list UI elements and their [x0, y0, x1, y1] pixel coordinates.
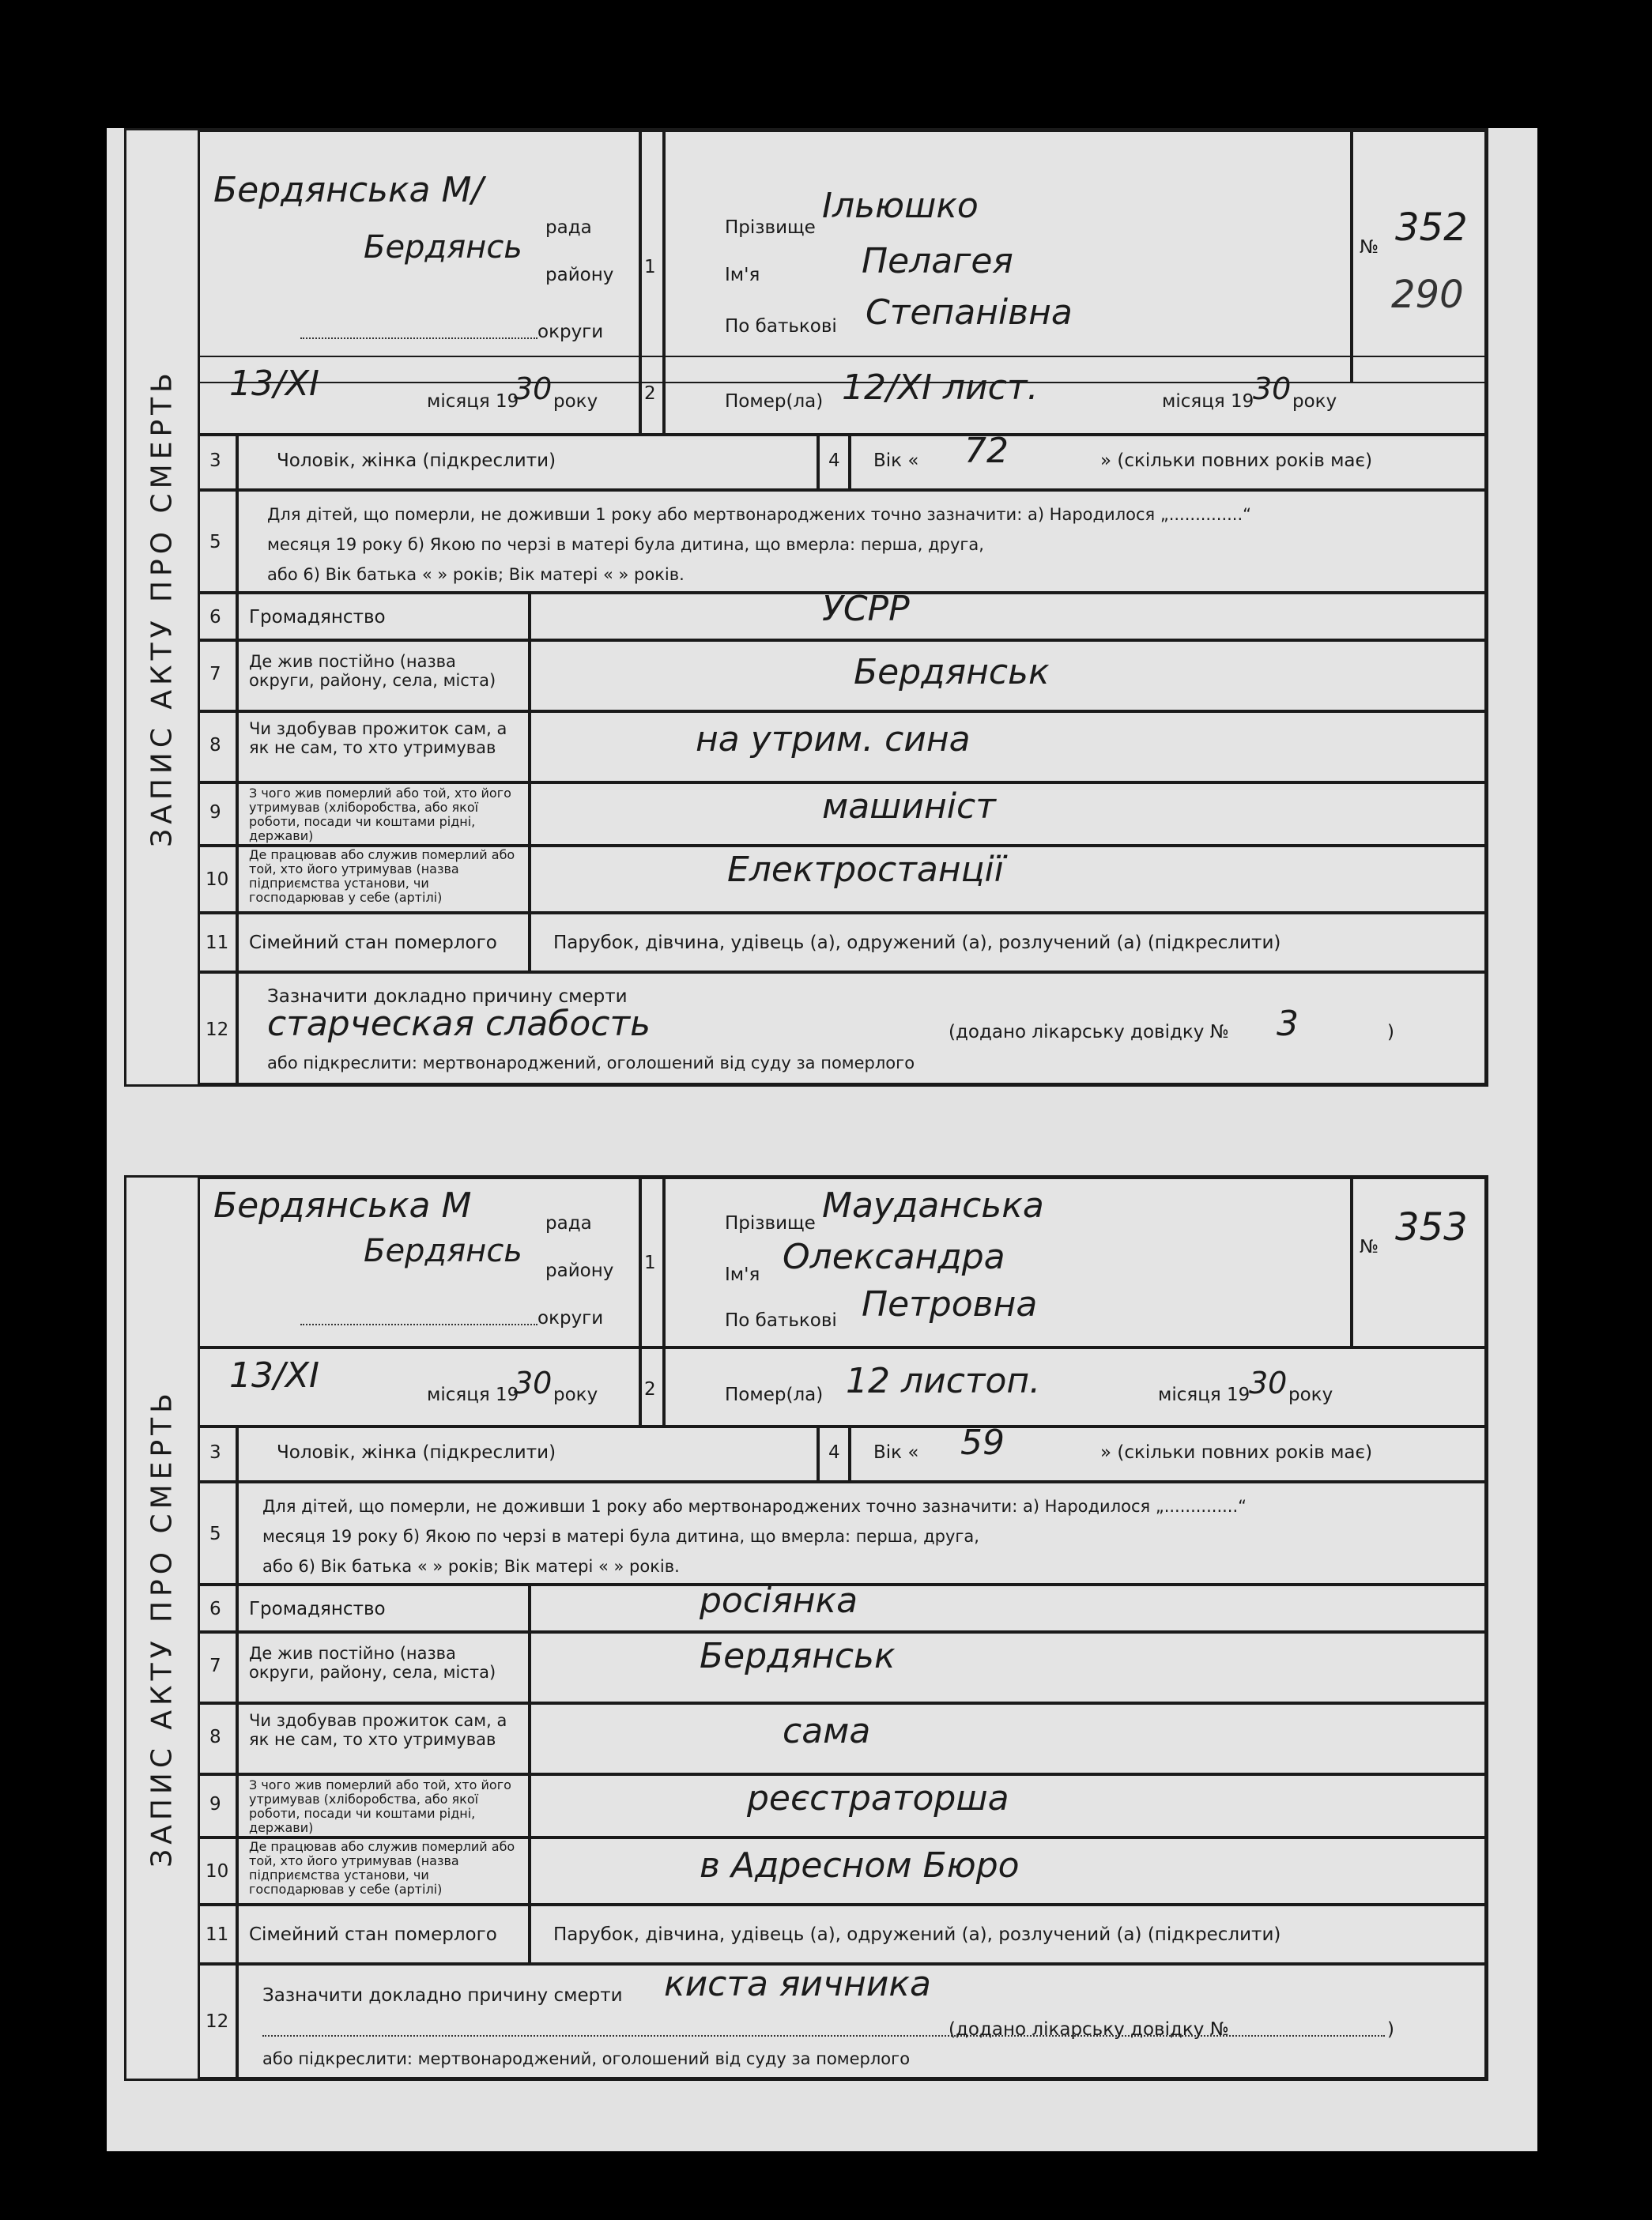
age-handwritten: 59	[960, 1423, 1005, 1463]
patronymic-handwritten: Петровна	[862, 1284, 1038, 1325]
children-line-1: Для дітей, що померли, не доживши 1 року або мертвонароджених точно зазначити: а) Народилося „..............“	[262, 1497, 1247, 1516]
district-handwritten: Бердянсь	[364, 1233, 522, 1269]
age-suffix: » (скільки повних років має)	[1100, 450, 1373, 471]
patronymic-label: По батькові	[725, 1310, 837, 1331]
residence-handwritten: Бердянськ	[854, 652, 1050, 692]
children-line-1: Для дітей, що померли, не доживши 1 року або мертвонароджених точно зазначити: а) Народилося „..............“	[267, 505, 1252, 524]
row-number-2: 2	[644, 383, 656, 404]
entry-year-handwritten: 30	[514, 1366, 553, 1400]
name-handwritten: Пелагея	[862, 241, 1013, 281]
residence-label: Де жив постійно (назва округи, району, села, міста)	[249, 652, 496, 690]
support-handwritten: на утрим. сина	[696, 719, 971, 759]
reg-number: 352	[1395, 205, 1468, 250]
died-label: Помер(ла)	[725, 1385, 824, 1405]
okruhy-label: округи	[537, 1308, 604, 1329]
cause-handwritten: старческая слабость	[267, 1004, 651, 1044]
raionu-label: району	[545, 1261, 614, 1281]
record-side-title: ЗАПИС АКТУ ПРО СМЕРТЬ	[126, 1178, 200, 2079]
council-handwritten: Бердянська М/	[213, 170, 484, 210]
row-number-2: 2	[644, 1379, 656, 1400]
died-year-handwritten: 30	[1249, 1366, 1288, 1400]
row-number-10: 10	[206, 869, 229, 890]
support-label: Чи здобував прожиток сам, а як не сам, то хто утримував	[249, 719, 507, 757]
row-number-1: 1	[644, 257, 656, 277]
name-label: Ім'я	[725, 1265, 760, 1285]
cause-label: Зазначити докладно причину смерти	[267, 986, 628, 1007]
died-year-handwritten: 30	[1253, 371, 1292, 406]
name-handwritten: Олександра	[783, 1237, 1005, 1277]
document-sheet	[107, 128, 1537, 2151]
row-number-9: 9	[209, 802, 221, 823]
roku-label: року	[553, 1385, 598, 1405]
row-number-8: 8	[209, 735, 221, 756]
cause-label: Зазначити докладно причину смерти	[262, 1985, 623, 2006]
surname-handwritten: Мауданська	[822, 1185, 1044, 1226]
residence-handwritten: Бердянськ	[700, 1636, 896, 1676]
reg-number-block	[1352, 1178, 1486, 1347]
name-label: Ім'я	[725, 265, 760, 285]
row-number-7: 7	[209, 1656, 221, 1676]
row-number-12: 12	[206, 1020, 229, 1040]
died-roku-label: року	[1292, 391, 1337, 412]
rada-label: рада	[545, 217, 592, 238]
district-handwritten: Бердянсь	[364, 229, 522, 266]
citizenship-handwritten: УСРР	[822, 589, 910, 629]
citizenship-label: Громадянство	[249, 1599, 386, 1619]
occupation-handwritten: машиніст	[822, 786, 996, 827]
no-label: №	[1360, 1237, 1379, 1257]
reg-number: 353	[1395, 1205, 1468, 1249]
row-number-3: 3	[209, 1442, 221, 1463]
surname-handwritten: Ільюшко	[822, 186, 979, 226]
occupation-handwritten: реєстраторша	[747, 1778, 1009, 1819]
work-label: Де працював або служив померлий або той, хто його утримував (назва підприємства установи, чи господарював у себе (артілі)	[249, 1839, 515, 1897]
certificate-close: )	[1387, 2019, 1394, 2040]
rada-label: рада	[545, 1213, 592, 1234]
certificate-label: (додано лікарську довідку №	[949, 1022, 1229, 1042]
row-number-11: 11	[206, 933, 229, 953]
surname-label: Прізвище	[725, 1213, 816, 1234]
row-number-6: 6	[209, 607, 221, 628]
roku-label: року	[553, 391, 598, 412]
no-label: №	[1360, 237, 1379, 258]
row-number-8: 8	[209, 1727, 221, 1747]
patronymic-label: По батькові	[725, 316, 837, 337]
died-label: Помер(ла)	[725, 391, 824, 412]
row-number-11: 11	[206, 1924, 229, 1945]
sex-label: Чоловік, жінка (підкреслити)	[277, 1442, 556, 1463]
died-month-label: місяця 19	[1158, 1385, 1250, 1405]
footer-note: або підкреслити: мертвонароджений, оголошений від суду за померлого	[262, 2049, 911, 2068]
children-line-3: або 6) Вік батька « » років; Вік матері « » років.	[267, 565, 685, 584]
surname-label: Прізвище	[725, 217, 816, 238]
row-number-9: 9	[209, 1794, 221, 1815]
certificate-close: )	[1387, 1022, 1394, 1042]
row-number-4: 4	[828, 450, 840, 471]
row-number-7: 7	[209, 664, 221, 684]
row-number-4: 4	[828, 1442, 840, 1463]
children-line-3: або 6) Вік батька « » років; Вік матері « » років.	[262, 1557, 680, 1576]
died-date-handwritten: 12/XI лист.	[842, 367, 1039, 408]
cause-handwritten: киста яичника	[664, 1964, 931, 2004]
died-roku-label: року	[1288, 1385, 1333, 1405]
patronymic-handwritten: Степанівна	[866, 292, 1073, 333]
died-date-handwritten: 12 листоп.	[846, 1361, 1041, 1401]
citizenship-label: Громадянство	[249, 607, 386, 628]
entry-date-handwritten: 13/XI	[229, 364, 319, 404]
row-number-1: 1	[644, 1253, 656, 1273]
family-options: Парубок, дівчина, удівець (а), одружений (а), розлучений (а) (підкреслити)	[553, 933, 1281, 953]
council-handwritten: Бердянська М	[213, 1185, 472, 1226]
certificate-label: (додано лікарську довідку №	[949, 2019, 1229, 2040]
age-label: Вік «	[873, 1442, 919, 1463]
support-handwritten: сама	[783, 1711, 871, 1751]
children-line-2: месяця 19 року б) Якою по черзі в матері була дитина, що вмерла: перша, друга,	[262, 1527, 979, 1546]
row-number-3: 3	[209, 450, 221, 471]
entry-date-handwritten: 13/XI	[229, 1355, 319, 1396]
family-options: Парубок, дівчина, удівець (а), одружений (а), розлучений (а) (підкреслити)	[553, 1924, 1281, 1945]
support-label: Чи здобував прожиток сам, а як не сам, то хто утримував	[249, 1711, 507, 1749]
certificate-handwritten: 3	[1277, 1004, 1299, 1044]
occupation-label: З чого жив померлий або той, хто його утримував (хліборобства, або якої роботи, посади чи коштами рідні, держави)	[249, 786, 511, 843]
occupation-label: З чого жив померлий або той, хто його утримував (хліборобства, або якої роботи, посади чи коштами рідні, держави)	[249, 1777, 511, 1835]
death-record-353	[124, 1175, 1488, 2081]
row-number-5: 5	[209, 532, 221, 552]
row-number-10: 10	[206, 1861, 229, 1882]
work-label: Де працював або служив померлий або той, хто його утримував (назва підприємства установи, чи господарював у себе (артілі)	[249, 847, 515, 905]
family-label: Сімейний стан померлого	[249, 1924, 497, 1945]
record-side-title: ЗАПИС АКТУ ПРО СМЕРТЬ	[126, 130, 200, 1084]
row-number-6: 6	[209, 1599, 221, 1619]
month-label: місяця 19	[427, 1385, 519, 1405]
work-handwritten: в Адресном Бюро	[700, 1845, 1020, 1886]
death-record-352	[124, 128, 1488, 1087]
reg-number-secondary: 290	[1391, 273, 1464, 317]
children-line-2: месяця 19 року б) Якою по черзі в матері була дитина, що вмерла: перша, друга,	[267, 535, 984, 554]
family-label: Сімейний стан померлого	[249, 933, 497, 953]
age-suffix: » (скільки повних років має)	[1100, 1442, 1373, 1463]
died-month-label: місяця 19	[1162, 391, 1254, 412]
row-number-12: 12	[206, 2011, 229, 2032]
citizenship-handwritten: росіянка	[700, 1581, 858, 1621]
work-handwritten: Електростанції	[727, 850, 1005, 890]
month-label: місяця 19	[427, 391, 519, 412]
footer-note: або підкреслити: мертвонароджений, оголошений від суду за померлого	[267, 1053, 915, 1072]
sex-label: Чоловік, жінка (підкреслити)	[277, 450, 556, 471]
raionu-label: району	[545, 265, 614, 285]
residence-label: Де жив постійно (назва округи, району, села, міста)	[249, 1644, 496, 1682]
age-handwritten: 72	[964, 431, 1009, 471]
age-label: Вік «	[873, 450, 919, 471]
row-number-5: 5	[209, 1524, 221, 1544]
okruhy-label: округи	[537, 322, 604, 342]
entry-year-handwritten: 30	[514, 371, 553, 406]
